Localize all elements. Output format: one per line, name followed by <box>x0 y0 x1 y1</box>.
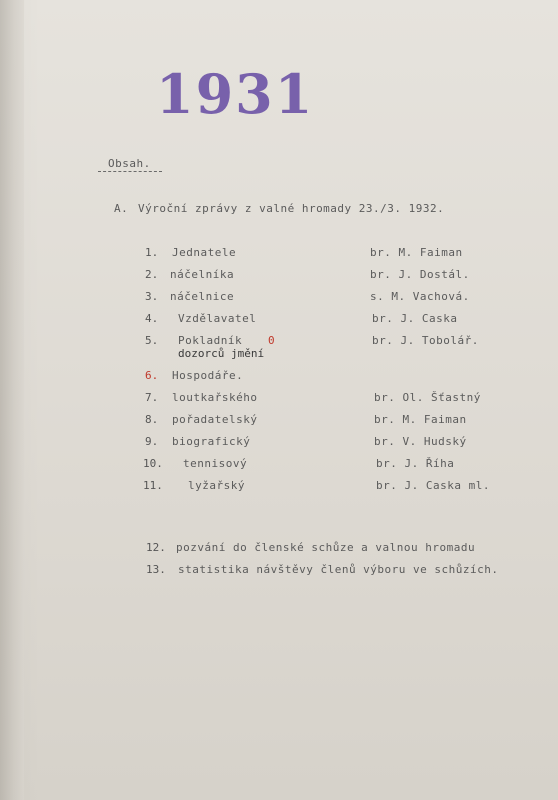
item-person: br. J. Říha <box>376 457 455 470</box>
red-mark: 0 <box>268 334 275 347</box>
item-person: br. Ol. Šťastný <box>374 391 481 404</box>
item-label: lyžařský <box>188 479 245 492</box>
item-label: pozvání do členské schůze a valnou hromadu <box>176 541 476 554</box>
item-label: Hospodáře. <box>172 369 244 382</box>
item-number: 11. <box>143 479 163 492</box>
item-label: biografický <box>172 435 251 448</box>
handwritten-note: dozorců jmění <box>178 347 265 360</box>
item-label: Vzdělavatel <box>178 312 257 325</box>
item-label: loutkařského <box>172 391 258 404</box>
item-person: br. J. Caska <box>372 312 458 325</box>
item-person: br. J. Caska ml. <box>376 479 490 492</box>
item-person: s. M. Vachová. <box>370 290 470 303</box>
page-binding-edge <box>0 0 24 800</box>
heading-underline <box>98 171 162 172</box>
item-number: 5. <box>145 334 159 347</box>
item-number: 9. <box>145 435 159 448</box>
item-label: náčelnice <box>170 290 235 303</box>
item-person: br. M. Faiman <box>370 246 463 259</box>
item-number: 1. <box>145 246 159 259</box>
item-number: 3. <box>145 290 159 303</box>
section-letter: A. <box>114 202 129 215</box>
item-person: br. J. Tobolář. <box>372 334 479 347</box>
item-label: statistika návštěvy členů výboru ve schůzích. <box>178 563 499 576</box>
item-label: pořadatelský <box>172 413 258 426</box>
year-stamp: 1931 <box>156 62 315 126</box>
item-label: náčelníka <box>170 268 235 281</box>
item-number: 13. <box>146 563 166 576</box>
item-label: Pokladník <box>178 334 243 347</box>
item-person: br. V. Hudský <box>374 435 467 448</box>
contents-heading: Obsah. <box>108 157 151 170</box>
item-label: Jednatele <box>172 246 237 259</box>
item-person: br. M. Faiman <box>374 413 467 426</box>
item-label: tennisový <box>183 457 248 470</box>
item-number: 7. <box>145 391 159 404</box>
item-number: 2. <box>145 268 159 281</box>
item-person: br. J. Dostál. <box>370 268 470 281</box>
item-number: 4. <box>145 312 159 325</box>
item-number: 6. <box>145 369 159 382</box>
item-number: 12. <box>146 541 166 554</box>
item-number: 8. <box>145 413 159 426</box>
item-number: 10. <box>143 457 163 470</box>
section-title: Výroční zprávy z valné hromady 23./3. 1932. <box>138 202 445 215</box>
